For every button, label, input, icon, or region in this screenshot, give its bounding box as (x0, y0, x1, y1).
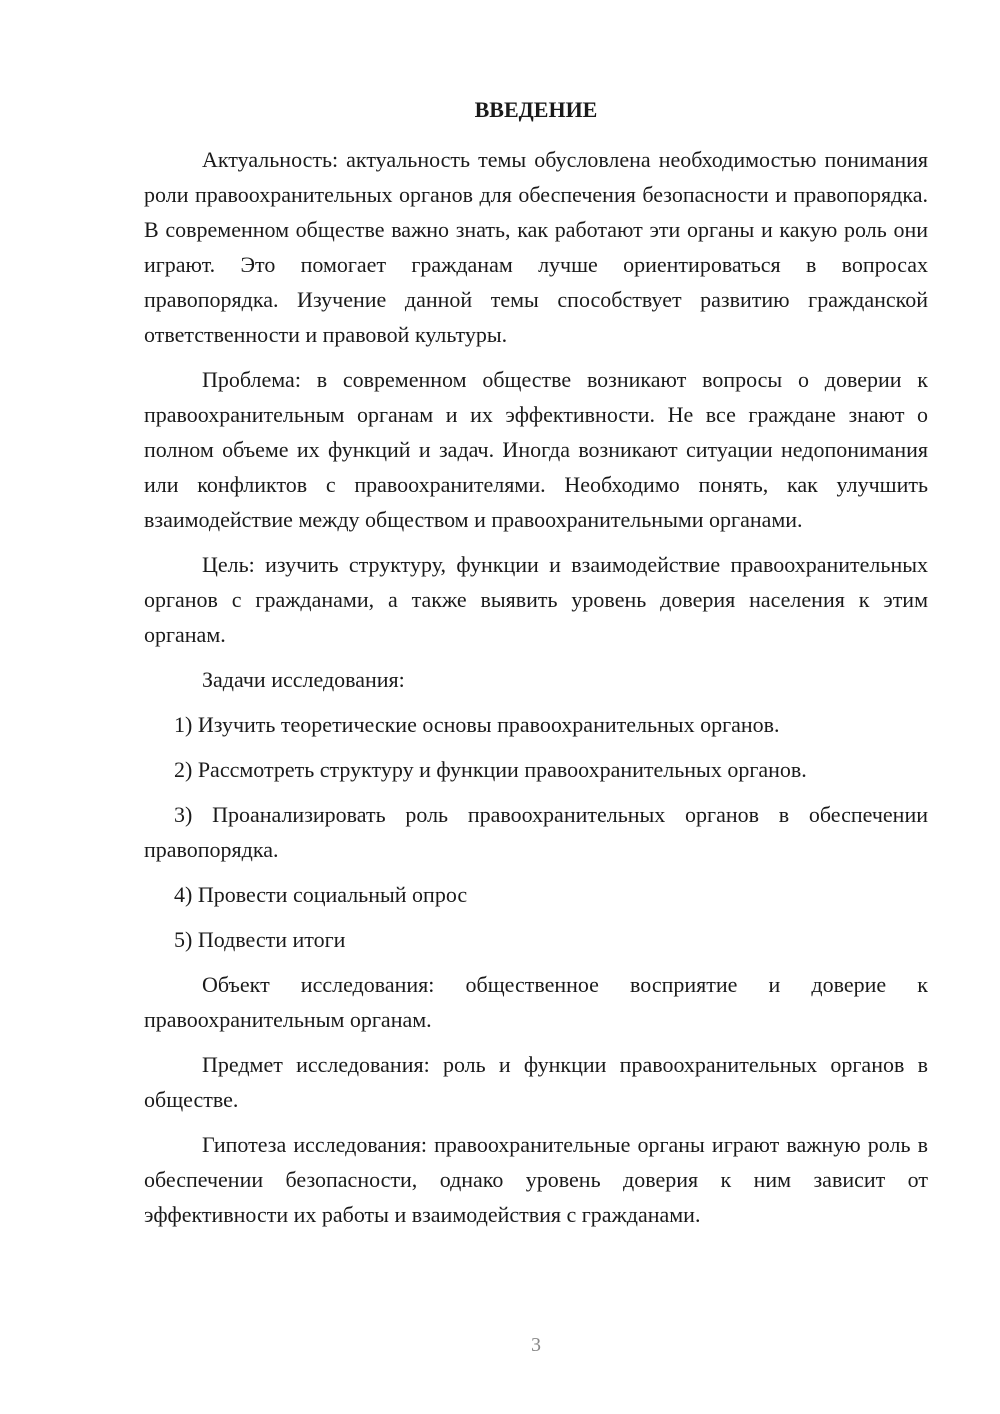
document-page (144, 96, 928, 1242)
task-item: 4) Провести социальный опрос (174, 882, 468, 907)
task-item: 5) Подвести итоги (174, 927, 346, 952)
tasks-heading: Задачи исследования: (202, 667, 405, 692)
task-item: 1) Изучить теоретические основы правоохранительных органов. (174, 712, 780, 737)
task-item: 2) Рассмотреть структуру и функции правоохранительных органов. (174, 757, 807, 782)
relevance-paragraph: Актуальность: актуальность темы обусловлена необходимостью понимания роли правоохранительных органов для обеспечения безопасности и правопорядка. В современном обществе важно знать, как работают эти органы и какую роль они играют. Это помогает гражданам лучше ориентироваться в вопросах правопорядка. Изучение данной темы способствует развитию гражданской ответственности и правовой культуры. (144, 147, 928, 347)
subject-paragraph: Предмет исследования: роль и функции правоохранительных органов в обществе. (144, 1052, 928, 1112)
problem-paragraph: Проблема: в современном обществе возникают вопросы о доверии к правоохранительным органам и их эффективности. Не все граждане знают о полном объеме их функций и задач. Иногда возникают ситуации недопонимания или конфликтов с правоохранителями. Необходимо понять, как улучшить взаимодействие между обществом и правоохранительными органами. (144, 367, 928, 532)
goal-paragraph: Цель: изучить структуру, функции и взаимодействие правоохранительных органов с гражданами, а также выявить уровень доверия населения к этим органам. (144, 552, 928, 647)
object-paragraph: Объект исследования: общественное восприятие и доверие к правоохранительным органам. (144, 972, 928, 1032)
hypothesis-paragraph: Гипотеза исследования: правоохранительные органы играют важную роль в обеспечении безопасности, однако уровень доверия к ним зависит от эффективности их работы и взаимодействия с гражданами. (144, 1132, 928, 1227)
section-title: ВВЕДЕНИЕ (474, 97, 598, 122)
task-item: 3) Проанализировать роль правоохранительных органов в обеспечении правопорядка. (144, 802, 928, 862)
page-number: 3 (531, 1334, 541, 1356)
